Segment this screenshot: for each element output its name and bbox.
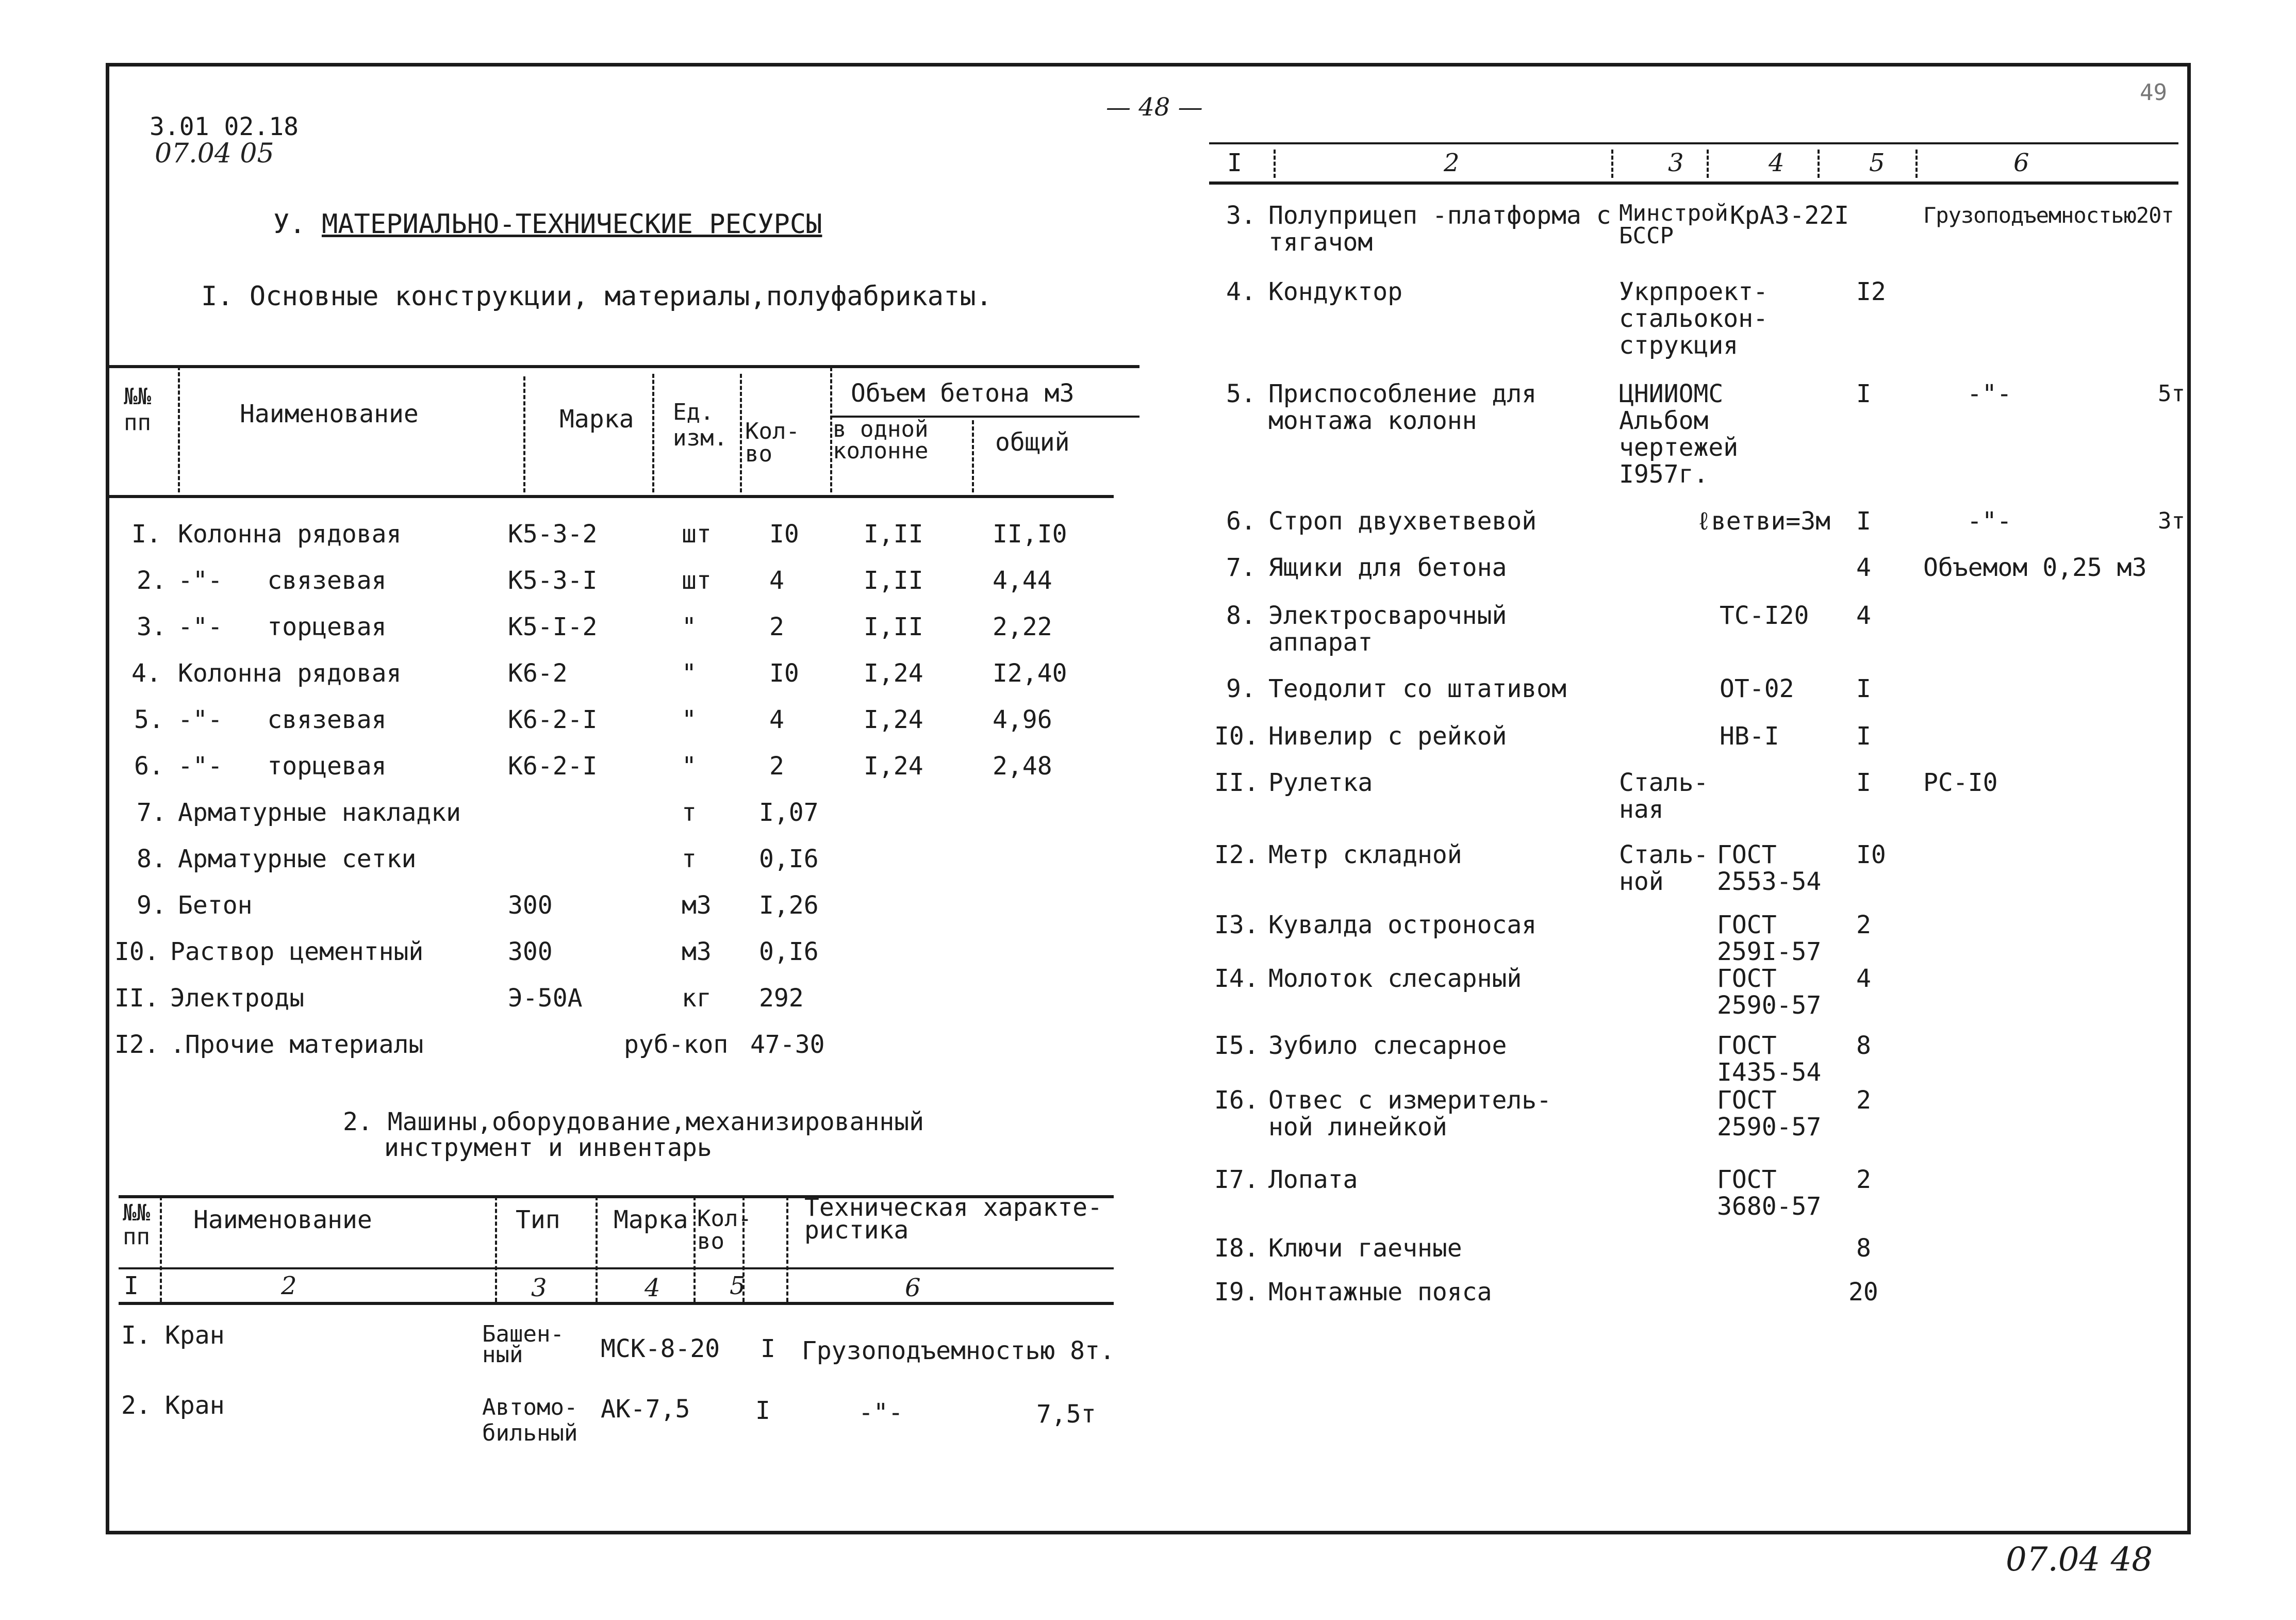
table1-header-qty: Кол- во <box>745 418 800 467</box>
row-mark: НВ-I <box>1720 722 1779 751</box>
table1-divider <box>740 374 742 492</box>
table2-header-type: Тип <box>516 1205 560 1234</box>
row-qty: I0 <box>1856 840 1886 869</box>
row-vol-total: 4,44 <box>993 566 1052 595</box>
row-qty: 4 <box>1856 601 1871 630</box>
row-qty: 2 <box>769 613 784 641</box>
row-name: Ящики для бетона <box>1268 553 1507 582</box>
table1-divider <box>652 374 654 492</box>
row-num: 8. <box>137 845 167 873</box>
corner-mark: 49 <box>2140 79 2167 106</box>
row-name: Теодолит со штативом <box>1268 674 1566 703</box>
table2-header-mark: Марка <box>614 1205 688 1234</box>
page-number: — 48 — <box>1106 93 1203 122</box>
row-num: 7. <box>1226 553 1256 582</box>
doc-code: 3.01 02.18 <box>150 112 299 141</box>
table2-divider <box>596 1196 598 1302</box>
row-mark: ТС-I20 <box>1720 601 1809 630</box>
table2-row1-name: Кран <box>165 1321 225 1350</box>
row-qty: 0,I6 <box>759 845 819 873</box>
table2-divider <box>693 1196 696 1302</box>
row-qty: 20 <box>1848 1278 1878 1307</box>
row-mark: ГОСТ 259I-57 <box>1717 911 1822 966</box>
doc-code-handwritten: 07.04 05 <box>155 138 274 169</box>
row-name: -"- связевая <box>178 566 387 595</box>
row-name: Отвес с измеритель- ной линейкой <box>1268 1086 1552 1142</box>
row-tech: РС-I0 <box>1923 768 1998 797</box>
row-qty: 8 <box>1856 1031 1871 1060</box>
row-name: Нивелир с рейкой <box>1268 722 1507 751</box>
row-qty: I <box>1856 674 1871 703</box>
row-qty: 47-30 <box>750 1030 825 1059</box>
row-tech: -"- <box>1967 507 2012 536</box>
row-num: I4. <box>1214 964 1259 993</box>
table2-divider <box>786 1196 788 1302</box>
row-tech-value: 5т <box>2158 381 2185 407</box>
row-num: I2. <box>1214 840 1259 869</box>
row-qty: I <box>1856 507 1871 536</box>
row-name: -"- связевая <box>178 705 387 734</box>
row-mark: Э-50А <box>508 984 583 1013</box>
row-num: I5. <box>1214 1031 1259 1060</box>
row-name: Зубило слесарное <box>1268 1031 1507 1060</box>
row-num: I8. <box>1214 1234 1259 1263</box>
row-tech: Грузоподъемностью20т <box>1923 203 2174 228</box>
table2-row1-qty: I <box>761 1334 775 1363</box>
row-num: I2. <box>114 1030 159 1059</box>
row-unit: кг <box>682 984 712 1013</box>
row-source: Минстрой БССР <box>1619 200 1728 249</box>
row-num: 5. <box>1226 379 1256 408</box>
right-colnum-divider <box>1611 150 1613 178</box>
row-num: I6. <box>1214 1086 1259 1115</box>
row-vol-total: I2,40 <box>993 659 1067 688</box>
row-unit: руб-коп <box>624 1030 729 1059</box>
row-num: 6. <box>1226 507 1256 536</box>
row-vol-total: II,I0 <box>993 520 1067 549</box>
row-mark: ГОСТ 2590-57 <box>1717 1086 1822 1142</box>
row-num: 8. <box>1226 601 1256 630</box>
row-name: Молоток слесарный <box>1268 964 1522 993</box>
row-name: -"- торцевая <box>178 752 387 781</box>
table1-header-vol-total: общий <box>995 428 1070 457</box>
row-qty: 4 <box>1856 553 1871 582</box>
row-num: 4. <box>1226 277 1256 306</box>
row-mark: ГОСТ I435-54 <box>1717 1031 1822 1087</box>
table2-colnum-5: 5 <box>730 1271 746 1300</box>
row-mark: К6-2-I <box>508 705 598 734</box>
table2-row1-tech: Грузоподъемностью 8т. <box>802 1336 1115 1365</box>
right-colnum-divider <box>1707 150 1709 178</box>
row-num: 4. <box>131 659 161 688</box>
table2-row2-tech-value: 7,5т <box>1036 1400 1096 1429</box>
row-vol-one: I,24 <box>864 659 923 688</box>
row-qty: 2 <box>1856 1086 1871 1115</box>
row-name: Арматурные сетки <box>178 845 417 873</box>
table2-header-qty: Кол- во <box>697 1205 752 1254</box>
row-num: I3. <box>1214 911 1259 939</box>
row-name: Ключи гаечные <box>1268 1234 1462 1263</box>
table1-header-num: №№ пп <box>124 384 151 436</box>
row-num: I0. <box>114 937 159 966</box>
row-qty: 2 <box>1856 911 1871 939</box>
right-colnum-divider <box>1915 150 1918 178</box>
table2-row1-type: Башен- ный <box>482 1321 564 1368</box>
row-qty: 2 <box>1856 1165 1871 1194</box>
row-num: II. <box>114 984 159 1013</box>
subsection-2-title-line1: 2. Машины,оборудование,механизированный <box>343 1107 924 1136</box>
row-tech-value: 3т <box>2158 508 2185 534</box>
row-qty: I,07 <box>759 798 819 827</box>
row-tech: -"- <box>1967 379 2012 408</box>
table2-header-num: №№ пп <box>123 1200 150 1250</box>
row-name: Полуприцеп -платформа с тягачом <box>1268 201 1611 257</box>
table2-header-tech: Техническая характе- ристика <box>804 1193 1102 1245</box>
row-name: -"- торцевая <box>178 613 387 641</box>
table1-header-mark: Марка <box>559 405 634 434</box>
row-qty: 0,I6 <box>759 937 819 966</box>
row-source: ЦНИИОМС Альбом чертежей I957г. <box>1619 379 1739 489</box>
row-num: 3. <box>137 613 167 641</box>
row-num: 6. <box>134 752 164 781</box>
row-qty: I2 <box>1856 277 1886 306</box>
table1-header-vol-one: в одной колонне <box>833 416 929 464</box>
row-qty: 4 <box>769 705 784 734</box>
subsection-1-title: I. Основные конструкции, материалы,полуфабрикаты. <box>201 281 993 312</box>
table2-row1-mark: МСК-8-20 <box>601 1334 720 1363</box>
row-num: I9. <box>1214 1278 1259 1307</box>
row-name: Метр складной <box>1268 840 1462 869</box>
right-colnum-5: 5 <box>1869 148 1885 177</box>
row-name: Арматурные накладки <box>178 798 461 827</box>
row-num: I0. <box>1214 722 1259 751</box>
row-unit: м3 <box>682 937 712 966</box>
right-colnum-divider <box>1274 150 1276 178</box>
row-num: I. <box>131 520 161 549</box>
row-qty: I0 <box>769 520 799 549</box>
row-unit: т <box>682 845 697 873</box>
table1-divider <box>830 367 832 492</box>
table2-header-rule <box>119 1267 1114 1269</box>
table1-header-volume: Объем бетона м3 <box>851 379 1075 408</box>
row-mark: ℓветви=3м <box>1696 507 1830 536</box>
row-qty: 4 <box>1856 964 1871 993</box>
table2-colnum-3: 3 <box>531 1274 547 1302</box>
table2-row2-num: 2. <box>121 1391 151 1420</box>
row-name: Бетон <box>178 891 253 920</box>
footer-stamp: 07.04 48 <box>2006 1541 2153 1579</box>
row-vol-total: 4,96 <box>993 705 1052 734</box>
table1-header-bottom-rule <box>108 495 1114 498</box>
table2-colnum-6: 6 <box>905 1274 921 1302</box>
row-mark: К5-I-2 <box>508 613 598 641</box>
row-unit: " <box>682 659 697 688</box>
row-num: 3. <box>1226 201 1256 230</box>
table1-divider <box>972 420 974 492</box>
row-source: Сталь- ная <box>1619 768 1709 824</box>
table1-divider <box>523 376 525 492</box>
row-tech: Объемом 0,25 м3 <box>1923 553 2147 582</box>
row-vol-total: 2,22 <box>993 613 1052 641</box>
row-name: .Прочие материалы <box>170 1030 424 1059</box>
row-vol-total: 2,48 <box>993 752 1052 781</box>
row-vol-one: I,24 <box>864 752 923 781</box>
row-name: Электросварочный аппарат <box>1268 601 1507 657</box>
row-name: Монтажные пояса <box>1268 1278 1492 1307</box>
table2-row2-mark: АК-7,5 <box>601 1395 690 1424</box>
row-name: Кондуктор <box>1268 277 1403 306</box>
row-mark: К5-3-2 <box>508 520 598 549</box>
table2-row1-num: I. <box>121 1321 151 1350</box>
row-name: Электроды <box>170 984 305 1013</box>
row-name: Приспособление для монтажа колонн <box>1268 379 1537 435</box>
row-name: Кувалда остроносая <box>1268 911 1537 939</box>
row-name: Рулетка <box>1268 768 1373 797</box>
row-mark: ГОСТ 2590-57 <box>1717 964 1822 1020</box>
row-qty: 8 <box>1856 1234 1871 1263</box>
right-colnum-3: 3 <box>1668 148 1684 177</box>
table2-header-name: Наименование <box>193 1205 372 1234</box>
row-name: Раствор цементный <box>170 937 424 966</box>
row-mark: КрАЗ-22I <box>1730 201 1849 230</box>
table2-divider <box>495 1196 497 1302</box>
row-num: 9. <box>137 891 167 920</box>
right-colnum-divider <box>1818 150 1820 178</box>
section-title-prefix: У. <box>273 209 306 240</box>
row-name: Колонна рядовая <box>178 520 402 549</box>
row-mark: ГОСТ 3680-57 <box>1717 1165 1822 1221</box>
row-num: 2. <box>137 566 167 595</box>
row-name: Колонна рядовая <box>178 659 402 688</box>
row-mark: К6-2-I <box>508 752 598 781</box>
row-mark: ОТ-02 <box>1720 674 1794 703</box>
row-qty: I <box>1856 379 1871 408</box>
row-num: 7. <box>137 798 167 827</box>
table2-colnum-rule <box>119 1302 1114 1305</box>
row-source: Укрпроект- стальокон- струкция <box>1619 277 1768 360</box>
row-qty: I <box>1856 722 1871 751</box>
right-colnum-6: 6 <box>2013 148 2029 177</box>
row-mark: К5-3-I <box>508 566 598 595</box>
table2-colnum-4: 4 <box>645 1274 660 1302</box>
table2-row2-qty: I <box>755 1396 770 1425</box>
row-unit: шт <box>682 566 712 595</box>
section-title-text: МАТЕРИАЛЬНО-ТЕХНИЧЕСКИЕ РЕСУРСЫ <box>321 209 822 240</box>
row-unit: " <box>682 613 697 641</box>
row-source: Сталь- ной <box>1619 840 1709 896</box>
table2-row2-type: Автомо- бильный <box>482 1394 578 1446</box>
row-qty: I <box>1856 768 1871 797</box>
table2-row2-name: Кран <box>165 1391 225 1420</box>
table1-header-unit: Ед. изм. <box>673 399 728 451</box>
row-mark: 300 <box>508 937 553 966</box>
right-colnum-1: I <box>1227 148 1242 177</box>
row-vol-one: I,24 <box>864 705 923 734</box>
right-colnum-4: 4 <box>1769 148 1785 177</box>
row-qty: I,26 <box>759 891 819 920</box>
table2-colnum-1: I <box>124 1271 139 1300</box>
row-mark: ГОСТ 2553-54 <box>1717 840 1822 896</box>
row-qty: 4 <box>769 566 784 595</box>
row-qty: 292 <box>759 984 804 1013</box>
table2-divider <box>160 1196 162 1302</box>
row-name: Строп двухветвевой <box>1268 507 1537 536</box>
row-mark: 300 <box>508 891 553 920</box>
row-vol-one: I,II <box>864 613 923 641</box>
right-table-top-rule <box>1209 142 2178 144</box>
table1-divider <box>178 366 180 492</box>
row-unit: т <box>682 798 697 827</box>
row-name: Лопата <box>1268 1165 1358 1194</box>
section-title <box>273 209 822 240</box>
table2-row2-tech: -"- <box>858 1398 903 1427</box>
row-mark: К6-2 <box>508 659 568 688</box>
right-colnum-2: 2 <box>1444 148 1460 177</box>
row-num: 5. <box>134 705 164 734</box>
row-unit: шт <box>682 520 712 549</box>
subsection-2-title-line2: инструмент и инвентарь <box>384 1133 712 1162</box>
table2-colnum-2: 2 <box>281 1271 297 1300</box>
row-unit: " <box>682 752 697 781</box>
row-num: I7. <box>1214 1165 1259 1194</box>
row-qty: I0 <box>769 659 799 688</box>
row-vol-one: I,II <box>864 520 923 549</box>
row-num: II. <box>1214 768 1259 797</box>
row-vol-one: I,II <box>864 566 923 595</box>
right-table-colnum-rule <box>1209 181 2178 185</box>
row-unit: м3 <box>682 891 712 920</box>
row-qty: 2 <box>769 752 784 781</box>
row-num: 9. <box>1226 674 1256 703</box>
table1-top-rule <box>108 365 1139 368</box>
table1-header-name: Наименование <box>240 400 419 428</box>
row-unit: " <box>682 705 697 734</box>
